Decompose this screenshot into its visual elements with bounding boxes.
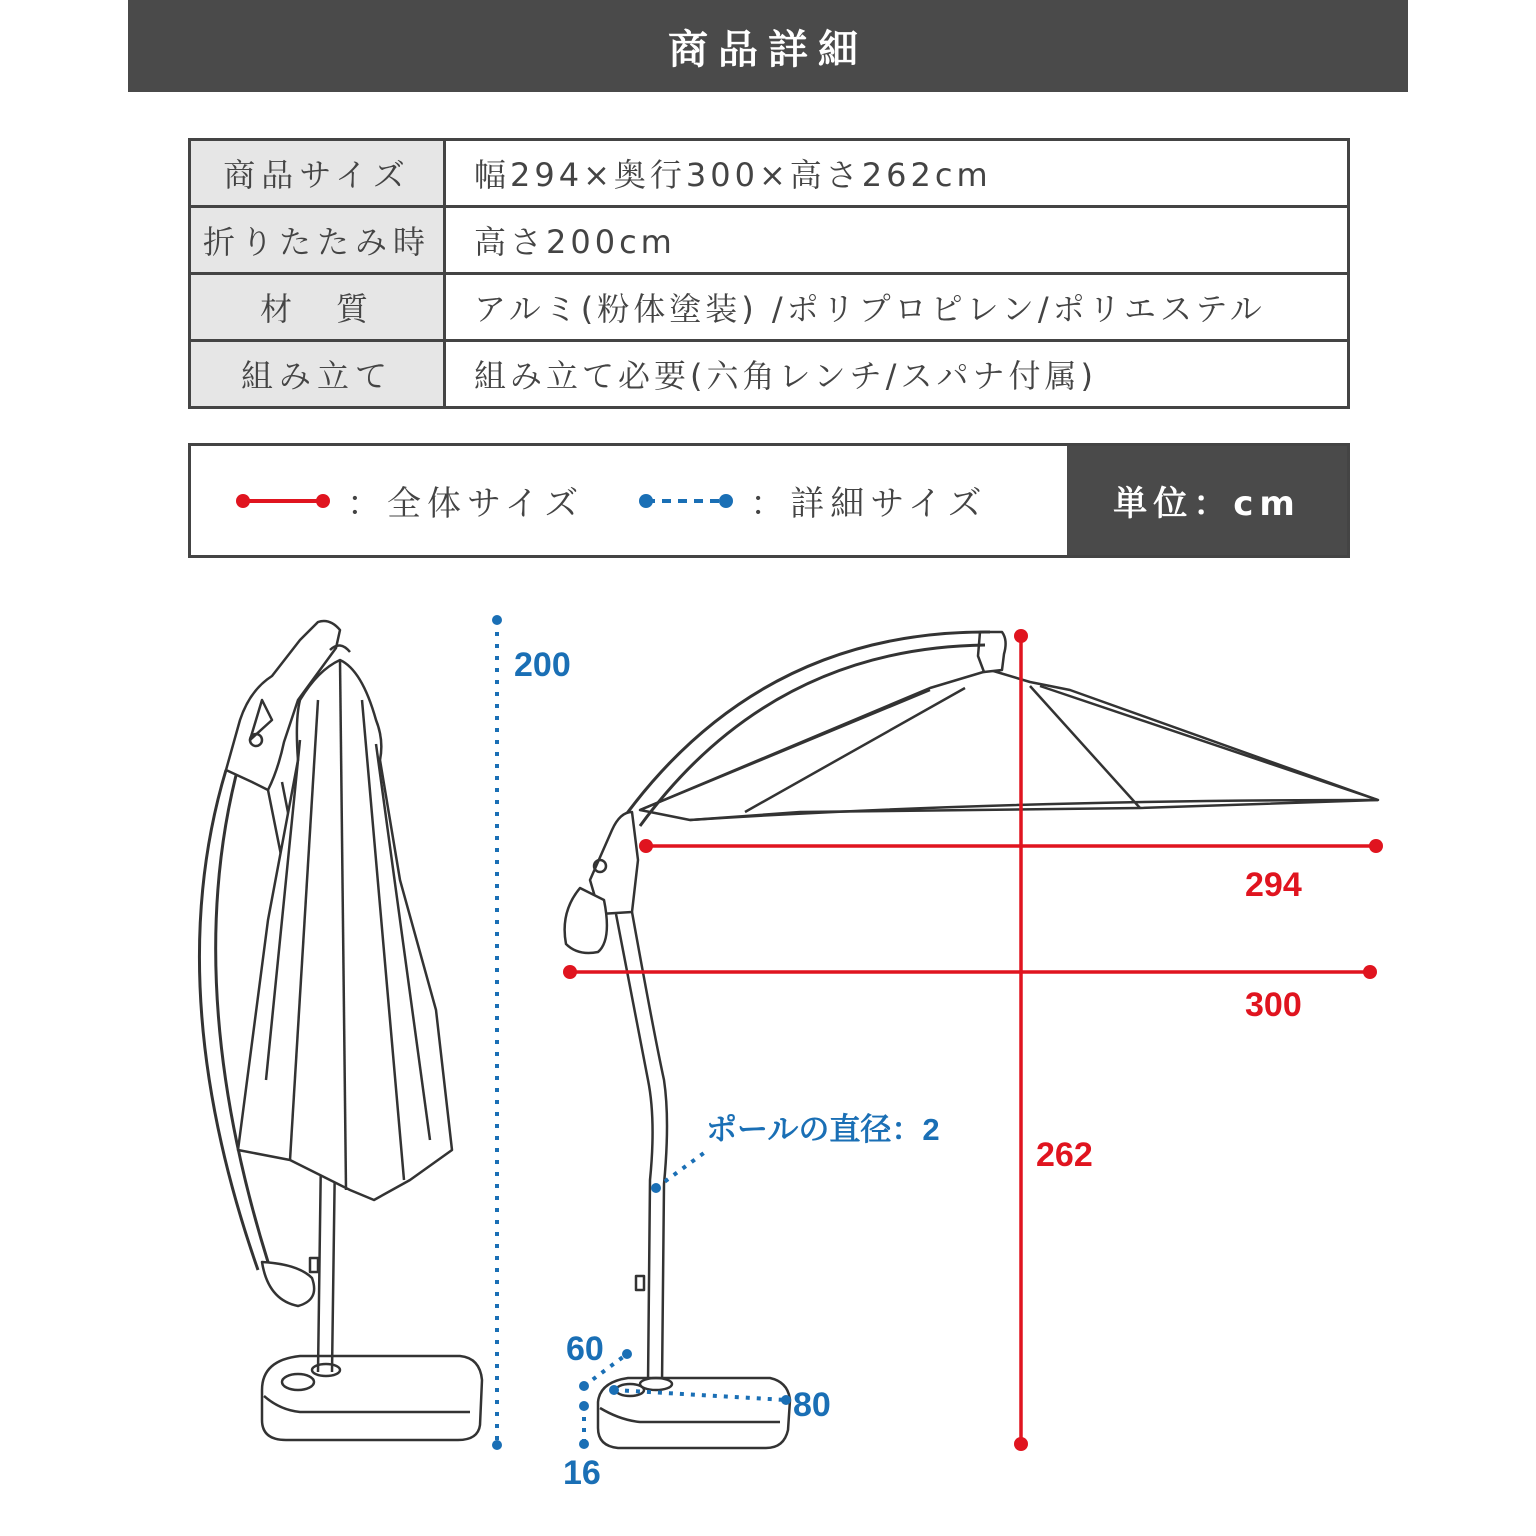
table-row [190, 341, 1349, 408]
height-label: 262 [1036, 1136, 1093, 1174]
dashed-line-icon [636, 491, 736, 511]
spec-label: 材 質 [190, 274, 445, 341]
legend-detail-label: ：詳細サイズ [750, 484, 988, 524]
pole-diameter-leader [651, 1150, 708, 1193]
base-height-dimension [579, 1401, 589, 1449]
spec-value: アルミ(粉体塗装) /ポリプロピレン/ポリエステル [445, 274, 1349, 341]
width-dimension [639, 839, 1383, 853]
depth-label: 300 [1245, 986, 1302, 1024]
table-row [190, 140, 1349, 207]
spec-value: 組み立て必要(六角レンチ/スパナ付属) [445, 341, 1349, 408]
solid-line-icon [233, 491, 333, 511]
legend-detail [636, 476, 987, 525]
pole-diameter-label: ポールの直径：2 [706, 1112, 940, 1147]
folded-height-label: 200 [514, 646, 571, 684]
unit-badge: 単位：cm [1067, 446, 1347, 555]
table-row [190, 274, 1349, 341]
spec-label: 組み立て [190, 341, 445, 408]
spec-table [188, 138, 1350, 409]
spec-label: 商品サイズ [190, 140, 445, 207]
folded-umbrella-icon [199, 621, 482, 1440]
base-depth-label: 60 [566, 1330, 604, 1368]
umbrella-diagram [0, 560, 1536, 1536]
open-umbrella-icon [565, 632, 1378, 1448]
base-width-label: 80 [793, 1386, 831, 1424]
table-row [190, 207, 1349, 274]
depth-dimension [563, 965, 1377, 979]
spec-label: 折りたたみ時 [190, 207, 445, 274]
page-title: 商品詳細 [128, 0, 1408, 92]
width-label: 294 [1245, 866, 1302, 904]
folded-height-dimension [492, 615, 502, 1450]
legend [188, 443, 1350, 558]
spec-value: 高さ200cm [445, 207, 1349, 274]
spec-value: 幅294×奥行300×高さ262cm [445, 140, 1349, 207]
legend-overall-label: ：全体サイズ [347, 484, 585, 524]
base-height-label: 16 [563, 1454, 601, 1492]
legend-overall [233, 476, 584, 525]
